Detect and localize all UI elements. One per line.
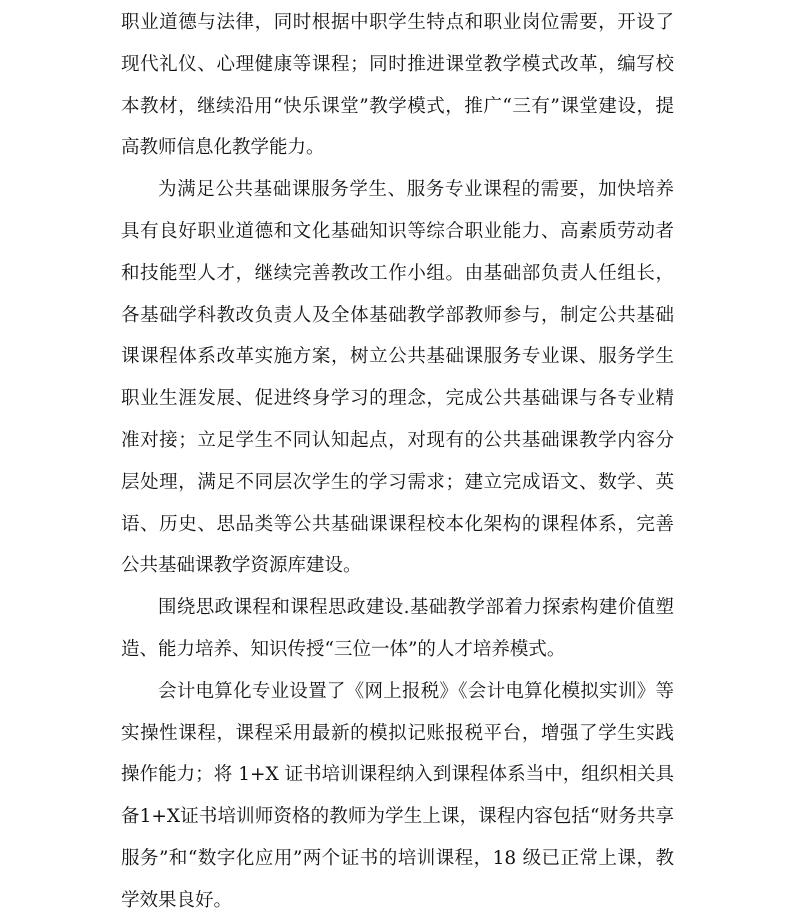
paragraph-public-basic-courses: 为满足公共基础课服务学生、服务专业课程的需要，加快培养具有良好职业道德和文化基础知识等综合职业能力、高素质劳动者和技能型人才，继续完善教改工作小组。由基础部负责人任组长，各基础学科教改负责人及全体基础教学部教师参与，制定公共基础课课程体系改革实施方案，树立公共基础课服务专业课、服务学生职业生涯发展、促进终身学习的理念，完成公共基础课与各专业精准对接；立足学生不同认知起点，对现有的公共基础课教学内容分层处理，满足不同层次学生的学习需求；建立完成语文、数学、英语、历史、思品类等公共基础课课程校本化架构的课程体系，完善公共基础课教学资源库建设。	[121, 179, 674, 577]
paragraph-continuation: 职业道德与法律，同时根据中职学生特点和职业岗位需要，开设了现代礼仪、心理健康等课程；同时推进课堂教学模式改革，编写校本教材，继续沿用“快乐课堂”教学模式，推广“三有”课堂建设，提高教师信息化教学能力。	[121, 12, 674, 159]
paragraph-ideological-courses: 围绕思政课程和课程思政建设.基础教学部着力探索构建价值塑造、能力培养、知识传授“三位一体”的人才培养模式。	[121, 597, 674, 660]
paragraph-accounting-major: 会计电算化专业设置了《网上报税》《会计电算化模拟实训》等实操性课程，课程采用最新的模拟记账报税平台，增强了学生实践操作能力；将 1+X 证书培训课程纳入到课程体系当中，组织相关具备1+X证书培训师资格的教师为学生上课，课程内容包括“财务共享服务”和“数字化应用”两个证书的培训课程，18 级已正常上课，教学效果良好。	[121, 680, 674, 911]
body-text	[121, 2, 674, 922]
